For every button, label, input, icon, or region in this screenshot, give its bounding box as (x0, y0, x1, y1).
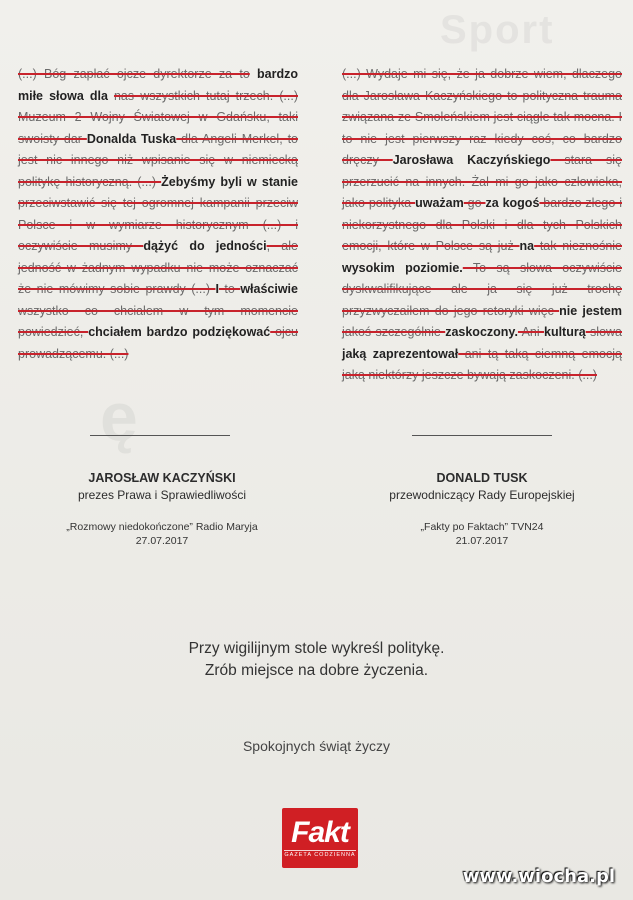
right-signature-line (412, 435, 552, 436)
struck-phrase: słowa (585, 325, 622, 339)
fakt-logo-tagline: GAZETA CODZIENNA (284, 852, 356, 858)
campaign-message-line-2: Zrób miejsce na dobre życzenia. (204, 662, 429, 679)
kept-phrase: jaką zaprezentował (342, 346, 459, 361)
left-quote-source: „Rozmowy niedokończone” Radio Maryja (66, 521, 258, 533)
kept-phrase: kulturą (544, 325, 586, 339)
right-quote-date: 21.07.2017 (455, 535, 509, 547)
kept-phrase: zaskoczony. (445, 325, 518, 339)
struck-phrase: go (463, 196, 486, 210)
kept-phrase: nie jestem (559, 303, 622, 318)
left-quote-column (18, 64, 298, 365)
kept-phrase: uważam (415, 196, 464, 210)
struck-phrase: To są słowa oczywiście dyskwalifikujące ale ja się już trochę przyzwyczaiłem do jego retoryki więc (342, 260, 622, 318)
kept-phrase: Jarosława Kaczyńskiego (392, 153, 551, 167)
right-quote-source: „Fakty po Faktach” TVN24 (420, 521, 544, 533)
left-signature-block (32, 470, 292, 548)
right-signature-block (352, 470, 612, 548)
struck-phrase: nas wszystkich tutaj trzech. (...) Muzeum 2 Wojny Światowej w Gdańsku, taki swoisty dar (18, 88, 298, 146)
struck-phrase: dla Angeli Merkel, to jest nic innego niż wpisanie się w niemiecką politykę historyczną. (...) (18, 131, 298, 189)
struck-phrase: tak nieznośnie (534, 239, 622, 253)
struck-phrase: ojcu prowadzącemu. (...) (18, 325, 299, 361)
kept-phrase: chciałem bardzo podziękować (88, 325, 271, 339)
kept-phrase: I (215, 282, 219, 296)
kept-phrase: na (519, 239, 535, 253)
left-author-role: prezes Prawa i Sprawiedliwości (77, 488, 247, 502)
right-quote-text (342, 64, 622, 387)
left-author-name: JAROSŁAW KACZYŃSKI (88, 471, 236, 485)
right-author-role: przewodniczący Rady Europejskiej (389, 488, 575, 502)
struck-phrase: wszystko co chciałem w tym momencie powiedzieć, (18, 303, 298, 339)
kept-phrase: Donalda Tuska (86, 131, 177, 146)
kept-phrase: wysokim poziomie. (342, 260, 463, 275)
campaign-message-line-1: Przy wigilijnym stole wykreśl politykę. (188, 640, 445, 657)
ghost-print-top: Sport (440, 8, 555, 52)
struck-phrase: , ale jedność w żadnym wypadku nie może oznaczać że nie mówimy sobie prawdy (...) (18, 239, 298, 296)
struck-phrase: to (218, 282, 241, 296)
left-signature-line (90, 435, 230, 436)
struck-phrase: (...) Wydaje mi się, że ja dobrze wiem, dlaczego dla Jarosława Kaczyńskiego to polityczna trauma związana ze Smoleńskiem jest ciągle tak mocna. I to nie jest pierwszy raz kiedy coś, co bardzo dręczy (342, 67, 622, 167)
struck-phrase: przeciwstawić się tej ogromnej kampanii przeciw Polsce i w wymiarze historycznym (...) i oczywiście musimy (18, 196, 298, 253)
kept-phrase: bardzo miłe słowa dla (18, 67, 299, 103)
site-watermark: www.wiocha.pl (462, 866, 615, 887)
holiday-wishes: Spokojnych świąt życzy (242, 738, 391, 754)
left-quote-date: 27.07.2017 (135, 535, 189, 547)
fakt-logo-word: Fakt (291, 816, 349, 849)
kept-phrase: dążyć do jedności (143, 239, 267, 253)
ghost-print-mid: ę (100, 379, 140, 455)
struck-phrase: Ani (517, 325, 544, 339)
kept-phrase: Żebyśmy byli w stanie (161, 174, 298, 189)
struck-phrase: bardzo złego i niekorzystnego dla Polski i dla tych Polskich emocji, które w Polsce są już (342, 196, 622, 253)
struck-phrase: (...) Bóg zapłać ojcze dyrektorze za to (18, 67, 250, 81)
struck-phrase: ani tą taką ciemną emocją jaką niektórzy jeszcze bywają zaskoczeni. (...) (342, 346, 622, 382)
struck-phrase: jakoś szczególnie (342, 325, 446, 339)
struck-phrase: stara się przerzucić na innych. Żal mi go jako człowieka, jako polityka (342, 153, 622, 210)
right-author-name: DONALD TUSK (436, 471, 528, 485)
left-quote-text (18, 64, 298, 365)
right-quote-column (342, 64, 622, 387)
kept-phrase: za kogoś (485, 196, 540, 210)
kept-phrase: właściwie (240, 282, 298, 296)
fakt-logo (282, 808, 358, 868)
